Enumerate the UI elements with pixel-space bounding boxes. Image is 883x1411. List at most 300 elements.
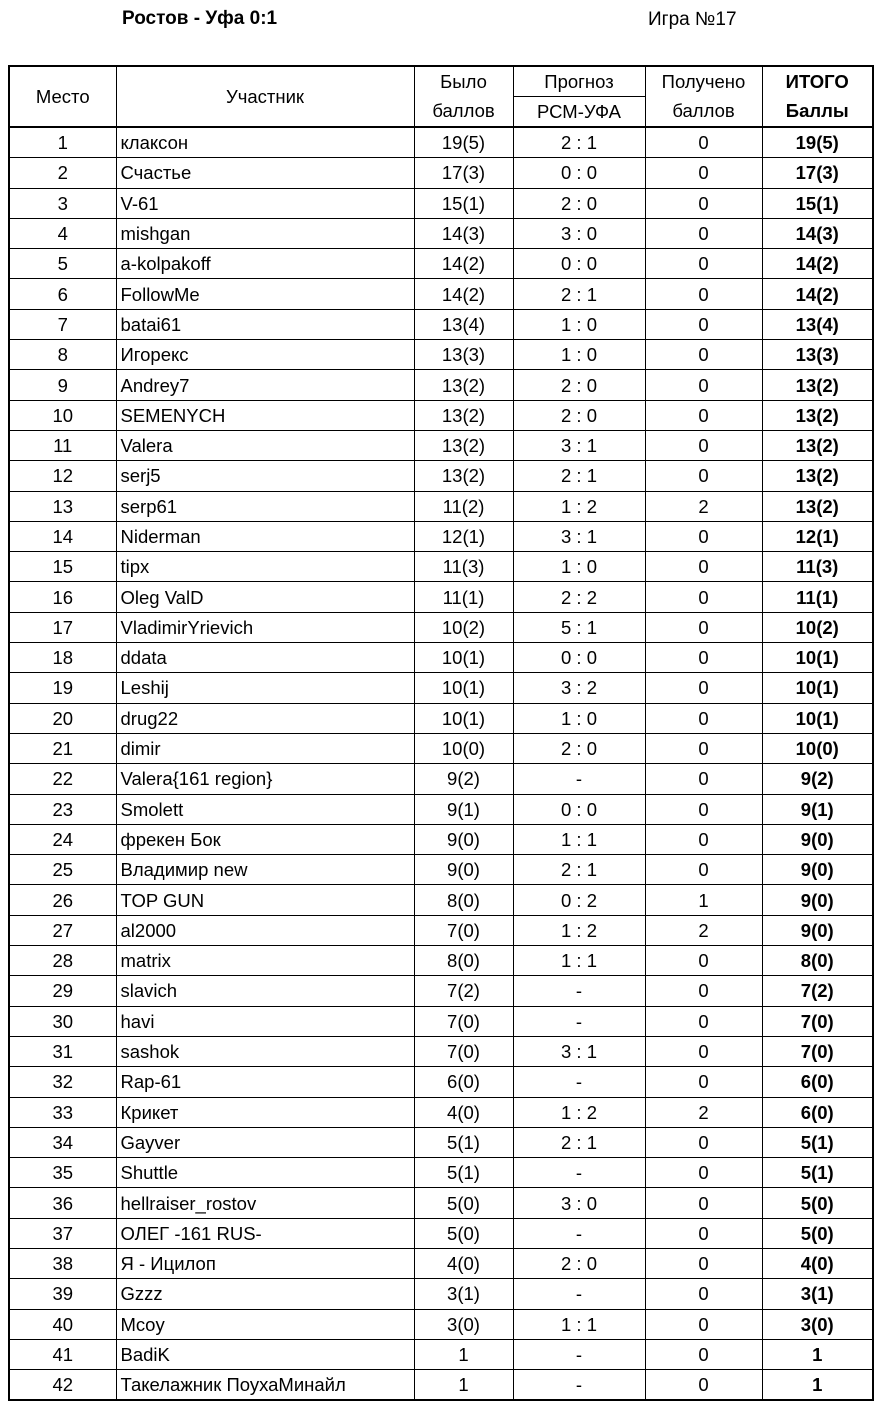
cell-forecast: 2 : 1	[513, 279, 645, 309]
cell-total: 3(1)	[762, 1279, 873, 1309]
cell-place: 2	[9, 158, 116, 188]
cell-forecast: -	[513, 1006, 645, 1036]
cell-got-points: 0	[645, 552, 762, 582]
table-row	[9, 400, 873, 430]
cell-forecast: 3 : 0	[513, 1188, 645, 1218]
cell-got-points: 0	[645, 855, 762, 885]
cell-total: 5(0)	[762, 1188, 873, 1218]
table-row	[9, 430, 873, 460]
cell-place: 22	[9, 764, 116, 794]
cell-forecast: -	[513, 1067, 645, 1097]
cell-got-points: 0	[645, 1370, 762, 1401]
cell-participant: Gayver	[116, 1127, 414, 1157]
cell-participant: Smolett	[116, 794, 414, 824]
cell-was-points: 10(1)	[414, 643, 513, 673]
cell-got-points: 0	[645, 158, 762, 188]
cell-place: 17	[9, 612, 116, 642]
cell-got-points: 0	[645, 340, 762, 370]
cell-forecast: 1 : 0	[513, 703, 645, 733]
cell-was-points: 13(2)	[414, 461, 513, 491]
cell-total: 13(2)	[762, 400, 873, 430]
cell-place: 13	[9, 491, 116, 521]
cell-place: 42	[9, 1370, 116, 1401]
cell-got-points: 0	[645, 764, 762, 794]
cell-got-points: 0	[645, 1279, 762, 1309]
cell-place: 23	[9, 794, 116, 824]
cell-got-points: 2	[645, 491, 762, 521]
cell-forecast: 1 : 2	[513, 1097, 645, 1127]
cell-participant: matrix	[116, 946, 414, 976]
cell-place: 29	[9, 976, 116, 1006]
table-row	[9, 612, 873, 642]
cell-forecast: 2 : 1	[513, 855, 645, 885]
cell-participant: drug22	[116, 703, 414, 733]
table-row	[9, 976, 873, 1006]
cell-participant: Gzzz	[116, 1279, 414, 1309]
table-row	[9, 1006, 873, 1036]
cell-participant: ddata	[116, 643, 414, 673]
cell-participant: SEMENYCH	[116, 400, 414, 430]
cell-was-points: 3(1)	[414, 1279, 513, 1309]
cell-participant: V-61	[116, 188, 414, 218]
table-row	[9, 279, 873, 309]
cell-was-points: 9(0)	[414, 855, 513, 885]
cell-participant: havi	[116, 1006, 414, 1036]
table-row	[9, 915, 873, 945]
header-total-bottom: Баллы	[762, 97, 873, 128]
cell-was-points: 13(3)	[414, 340, 513, 370]
cell-was-points: 4(0)	[414, 1097, 513, 1127]
cell-participant: sashok	[116, 1036, 414, 1066]
cell-total: 1	[762, 1370, 873, 1401]
table-row	[9, 188, 873, 218]
cell-participant: serj5	[116, 461, 414, 491]
cell-participant: FollowMe	[116, 279, 414, 309]
game-number: Игра №17	[648, 9, 737, 30]
cell-place: 10	[9, 400, 116, 430]
table-row	[9, 249, 873, 279]
cell-total: 13(4)	[762, 309, 873, 339]
results-table	[8, 65, 874, 1401]
table-row	[9, 733, 873, 763]
table-row	[9, 370, 873, 400]
cell-total: 9(2)	[762, 764, 873, 794]
cell-participant: Oleg ValD	[116, 582, 414, 612]
cell-forecast: 2 : 0	[513, 733, 645, 763]
cell-place: 31	[9, 1036, 116, 1066]
cell-place: 20	[9, 703, 116, 733]
cell-participant: Такелажник ПоухаМинайл	[116, 1370, 414, 1401]
table-row	[9, 158, 873, 188]
header-participant: Участник	[116, 66, 414, 127]
cell-forecast: -	[513, 1339, 645, 1369]
header-place: Место	[9, 66, 116, 127]
header-was-top: Было	[414, 66, 513, 97]
cell-forecast: 1 : 2	[513, 491, 645, 521]
table-row	[9, 794, 873, 824]
cell-was-points: 11(1)	[414, 582, 513, 612]
cell-forecast: 3 : 1	[513, 521, 645, 551]
cell-got-points: 0	[645, 400, 762, 430]
cell-was-points: 7(0)	[414, 1006, 513, 1036]
cell-was-points: 11(2)	[414, 491, 513, 521]
cell-got-points: 0	[645, 976, 762, 1006]
cell-total: 10(2)	[762, 612, 873, 642]
cell-total: 10(1)	[762, 703, 873, 733]
cell-was-points: 12(1)	[414, 521, 513, 551]
cell-participant: Я - Ицилоп	[116, 1248, 414, 1278]
cell-total: 13(2)	[762, 461, 873, 491]
cell-place: 37	[9, 1218, 116, 1248]
cell-was-points: 9(0)	[414, 824, 513, 854]
cell-total: 7(0)	[762, 1006, 873, 1036]
cell-forecast: 0 : 0	[513, 794, 645, 824]
cell-participant: al2000	[116, 915, 414, 945]
cell-total: 14(2)	[762, 249, 873, 279]
cell-forecast: -	[513, 1158, 645, 1188]
cell-was-points: 14(2)	[414, 279, 513, 309]
header-was-bottom: баллов	[414, 97, 513, 128]
table-row	[9, 1067, 873, 1097]
cell-was-points: 5(1)	[414, 1158, 513, 1188]
table-row	[9, 885, 873, 915]
cell-got-points: 0	[645, 1248, 762, 1278]
cell-total: 5(0)	[762, 1218, 873, 1248]
cell-total: 7(2)	[762, 976, 873, 1006]
table-row	[9, 552, 873, 582]
cell-got-points: 0	[645, 1067, 762, 1097]
cell-was-points: 1	[414, 1339, 513, 1369]
cell-got-points: 0	[645, 673, 762, 703]
cell-total: 5(1)	[762, 1127, 873, 1157]
cell-got-points: 0	[645, 946, 762, 976]
cell-forecast: 1 : 1	[513, 1309, 645, 1339]
match-title: Ростов - Уфа 0:1	[122, 8, 278, 29]
cell-was-points: 5(0)	[414, 1218, 513, 1248]
cell-total: 9(0)	[762, 824, 873, 854]
table-row	[9, 491, 873, 521]
cell-forecast: -	[513, 1279, 645, 1309]
cell-participant: dimir	[116, 733, 414, 763]
cell-participant: Владимир new	[116, 855, 414, 885]
cell-was-points: 7(2)	[414, 976, 513, 1006]
cell-got-points: 0	[645, 1339, 762, 1369]
cell-participant: hellraiser_rostov	[116, 1188, 414, 1218]
cell-place: 27	[9, 915, 116, 945]
cell-total: 12(1)	[762, 521, 873, 551]
cell-got-points: 2	[645, 915, 762, 945]
cell-forecast: 2 : 0	[513, 188, 645, 218]
cell-place: 15	[9, 552, 116, 582]
cell-got-points: 0	[645, 582, 762, 612]
cell-forecast: 3 : 1	[513, 430, 645, 460]
cell-got-points: 0	[645, 127, 762, 158]
cell-got-points: 0	[645, 188, 762, 218]
cell-place: 19	[9, 673, 116, 703]
cell-forecast: 1 : 0	[513, 340, 645, 370]
table-row	[9, 521, 873, 551]
cell-participant: Rap-61	[116, 1067, 414, 1097]
cell-total: 13(3)	[762, 340, 873, 370]
table-row	[9, 1279, 873, 1309]
cell-participant: фрекен Бок	[116, 824, 414, 854]
cell-total: 1	[762, 1339, 873, 1369]
cell-was-points: 9(2)	[414, 764, 513, 794]
cell-participant: Mcoy	[116, 1309, 414, 1339]
table-row	[9, 1188, 873, 1218]
cell-participant: Valera{161 region}	[116, 764, 414, 794]
cell-was-points: 11(3)	[414, 552, 513, 582]
cell-got-points: 0	[645, 1036, 762, 1066]
cell-participant: Игорекс	[116, 340, 414, 370]
table-row	[9, 340, 873, 370]
cell-was-points: 14(2)	[414, 249, 513, 279]
cell-participant: VladimirYrievich	[116, 612, 414, 642]
table-row	[9, 1097, 873, 1127]
table-row	[9, 764, 873, 794]
cell-forecast: 2 : 1	[513, 127, 645, 158]
table-row	[9, 703, 873, 733]
cell-was-points: 13(2)	[414, 400, 513, 430]
cell-got-points: 0	[645, 370, 762, 400]
cell-forecast: 0 : 2	[513, 885, 645, 915]
cell-place: 11	[9, 430, 116, 460]
cell-total: 4(0)	[762, 1248, 873, 1278]
cell-participant: клаксон	[116, 127, 414, 158]
cell-place: 14	[9, 521, 116, 551]
cell-was-points: 10(1)	[414, 673, 513, 703]
cell-was-points: 6(0)	[414, 1067, 513, 1097]
table-row	[9, 218, 873, 248]
cell-got-points: 0	[645, 521, 762, 551]
cell-total: 9(0)	[762, 915, 873, 945]
cell-was-points: 13(2)	[414, 370, 513, 400]
cell-was-points: 15(1)	[414, 188, 513, 218]
cell-total: 6(0)	[762, 1067, 873, 1097]
cell-total: 3(0)	[762, 1309, 873, 1339]
cell-place: 41	[9, 1339, 116, 1369]
cell-participant: ОЛЕГ -161 RUS-	[116, 1218, 414, 1248]
table-row	[9, 1036, 873, 1066]
cell-place: 21	[9, 733, 116, 763]
cell-was-points: 7(0)	[414, 1036, 513, 1066]
table-row	[9, 824, 873, 854]
cell-place: 34	[9, 1127, 116, 1157]
cell-total: 13(2)	[762, 370, 873, 400]
cell-got-points: 0	[645, 1218, 762, 1248]
cell-was-points: 10(0)	[414, 733, 513, 763]
cell-place: 36	[9, 1188, 116, 1218]
cell-place: 30	[9, 1006, 116, 1036]
cell-participant: Shuttle	[116, 1158, 414, 1188]
cell-participant: Leshij	[116, 673, 414, 703]
cell-forecast: 0 : 0	[513, 643, 645, 673]
table-row	[9, 643, 873, 673]
cell-place: 24	[9, 824, 116, 854]
cell-total: 6(0)	[762, 1097, 873, 1127]
cell-was-points: 4(0)	[414, 1248, 513, 1278]
cell-place: 3	[9, 188, 116, 218]
cell-was-points: 8(0)	[414, 885, 513, 915]
cell-was-points: 8(0)	[414, 946, 513, 976]
cell-was-points: 13(4)	[414, 309, 513, 339]
table-row	[9, 855, 873, 885]
cell-forecast: 1 : 2	[513, 915, 645, 945]
cell-forecast: 3 : 1	[513, 1036, 645, 1066]
cell-participant: batai61	[116, 309, 414, 339]
cell-was-points: 14(3)	[414, 218, 513, 248]
cell-forecast: -	[513, 764, 645, 794]
cell-participant: slavich	[116, 976, 414, 1006]
cell-total: 14(3)	[762, 218, 873, 248]
cell-got-points: 0	[645, 733, 762, 763]
cell-total: 15(1)	[762, 188, 873, 218]
cell-total: 9(1)	[762, 794, 873, 824]
table-row	[9, 1339, 873, 1369]
table-header	[9, 66, 873, 127]
cell-total: 7(0)	[762, 1036, 873, 1066]
cell-got-points: 0	[645, 824, 762, 854]
cell-total: 14(2)	[762, 279, 873, 309]
cell-forecast: 5 : 1	[513, 612, 645, 642]
table-row	[9, 1309, 873, 1339]
cell-total: 17(3)	[762, 158, 873, 188]
cell-place: 8	[9, 340, 116, 370]
cell-forecast: 3 : 2	[513, 673, 645, 703]
cell-got-points: 0	[645, 643, 762, 673]
cell-was-points: 9(1)	[414, 794, 513, 824]
cell-place: 7	[9, 309, 116, 339]
table-row	[9, 127, 873, 158]
cell-got-points: 2	[645, 1097, 762, 1127]
cell-participant: tipx	[116, 552, 414, 582]
cell-participant: mishgan	[116, 218, 414, 248]
cell-forecast: 0 : 0	[513, 158, 645, 188]
cell-forecast: 1 : 0	[513, 552, 645, 582]
cell-participant: BadiK	[116, 1339, 414, 1369]
cell-place: 35	[9, 1158, 116, 1188]
cell-place: 5	[9, 249, 116, 279]
table-body	[9, 127, 873, 1400]
cell-total: 11(3)	[762, 552, 873, 582]
cell-place: 6	[9, 279, 116, 309]
cell-participant: TOP GUN	[116, 885, 414, 915]
header-forecast-top: Прогноз	[513, 66, 645, 97]
cell-was-points: 10(2)	[414, 612, 513, 642]
header-got-bottom: баллов	[645, 97, 762, 128]
cell-was-points: 13(2)	[414, 430, 513, 460]
table-row	[9, 1248, 873, 1278]
cell-forecast: 2 : 0	[513, 370, 645, 400]
cell-place: 12	[9, 461, 116, 491]
table-row	[9, 309, 873, 339]
table-row	[9, 946, 873, 976]
cell-place: 16	[9, 582, 116, 612]
cell-forecast: 1 : 0	[513, 309, 645, 339]
table-row	[9, 582, 873, 612]
cell-total: 19(5)	[762, 127, 873, 158]
cell-got-points: 0	[645, 612, 762, 642]
cell-total: 10(1)	[762, 673, 873, 703]
cell-total: 13(2)	[762, 430, 873, 460]
cell-was-points: 19(5)	[414, 127, 513, 158]
cell-participant: Andrey7	[116, 370, 414, 400]
cell-forecast: -	[513, 1370, 645, 1401]
table-row	[9, 673, 873, 703]
cell-participant: Valera	[116, 430, 414, 460]
cell-got-points: 0	[645, 430, 762, 460]
header-got-top: Получено	[645, 66, 762, 97]
cell-total: 11(1)	[762, 582, 873, 612]
cell-got-points: 0	[645, 1188, 762, 1218]
cell-was-points: 7(0)	[414, 915, 513, 945]
table-row	[9, 1158, 873, 1188]
cell-place: 33	[9, 1097, 116, 1127]
cell-forecast: 2 : 0	[513, 1248, 645, 1278]
cell-place: 28	[9, 946, 116, 976]
cell-forecast: 2 : 1	[513, 1127, 645, 1157]
cell-place: 4	[9, 218, 116, 248]
cell-place: 9	[9, 370, 116, 400]
cell-was-points: 17(3)	[414, 158, 513, 188]
cell-was-points: 5(1)	[414, 1127, 513, 1157]
cell-total: 9(0)	[762, 885, 873, 915]
cell-got-points: 0	[645, 218, 762, 248]
cell-forecast: 2 : 0	[513, 400, 645, 430]
cell-forecast: 0 : 0	[513, 249, 645, 279]
header-forecast-bottom: РСМ-УФА	[513, 97, 645, 128]
cell-got-points: 0	[645, 1127, 762, 1157]
cell-participant: a-kolpakoff	[116, 249, 414, 279]
cell-participant: Niderman	[116, 521, 414, 551]
cell-place: 32	[9, 1067, 116, 1097]
cell-got-points: 0	[645, 703, 762, 733]
cell-got-points: 0	[645, 461, 762, 491]
cell-participant: Крикет	[116, 1097, 414, 1127]
cell-total: 13(2)	[762, 491, 873, 521]
cell-forecast: 1 : 1	[513, 946, 645, 976]
cell-forecast: 1 : 1	[513, 824, 645, 854]
cell-was-points: 10(1)	[414, 703, 513, 733]
table-row	[9, 1218, 873, 1248]
cell-was-points: 5(0)	[414, 1188, 513, 1218]
cell-total: 10(0)	[762, 733, 873, 763]
cell-got-points: 1	[645, 885, 762, 915]
cell-got-points: 0	[645, 794, 762, 824]
cell-got-points: 0	[645, 309, 762, 339]
cell-place: 18	[9, 643, 116, 673]
cell-place: 26	[9, 885, 116, 915]
cell-place: 38	[9, 1248, 116, 1278]
cell-got-points: 0	[645, 1309, 762, 1339]
cell-place: 25	[9, 855, 116, 885]
cell-forecast: 2 : 2	[513, 582, 645, 612]
table-row	[9, 1127, 873, 1157]
cell-place: 39	[9, 1279, 116, 1309]
cell-got-points: 0	[645, 279, 762, 309]
header-total-top: ИТОГО	[762, 66, 873, 97]
cell-participant: Счастье	[116, 158, 414, 188]
cell-place: 1	[9, 127, 116, 158]
cell-total: 10(1)	[762, 643, 873, 673]
cell-got-points: 0	[645, 1006, 762, 1036]
cell-forecast: 2 : 1	[513, 461, 645, 491]
cell-forecast: 3 : 0	[513, 218, 645, 248]
cell-place: 40	[9, 1309, 116, 1339]
table-row	[9, 461, 873, 491]
cell-was-points: 1	[414, 1370, 513, 1401]
cell-got-points: 0	[645, 249, 762, 279]
